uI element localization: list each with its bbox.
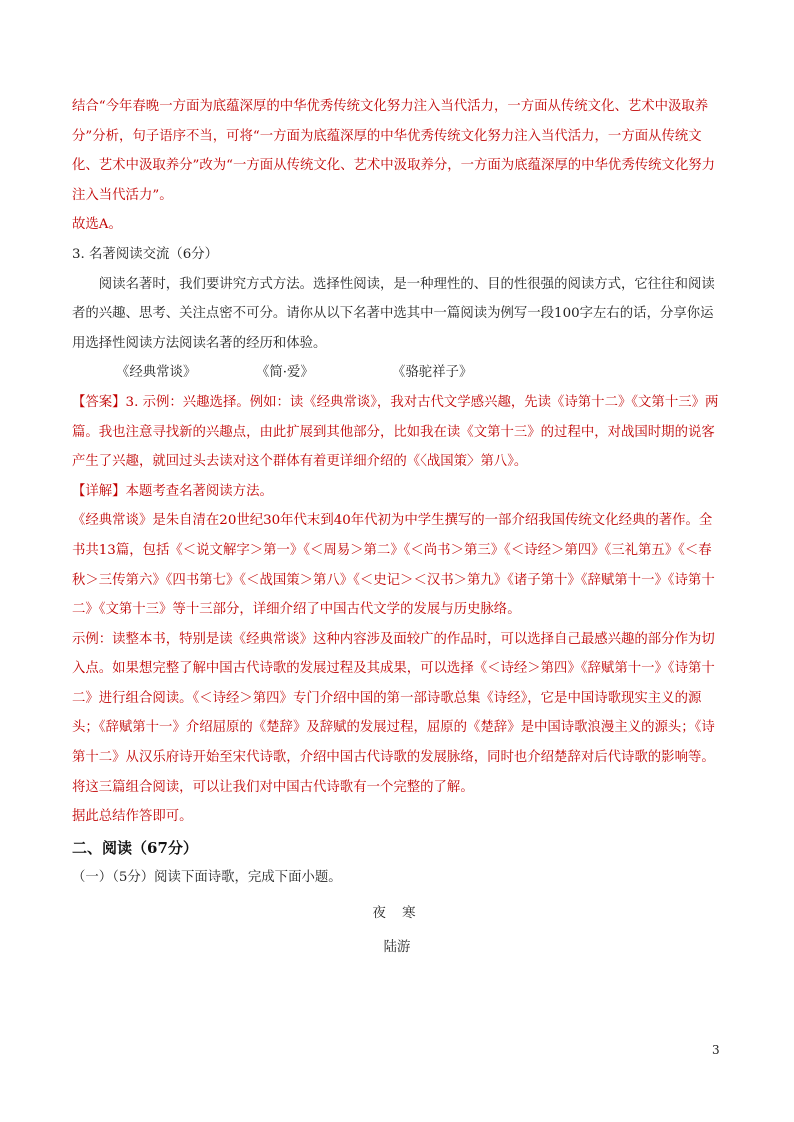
section-2-title: 二、阅读（67分） [72,838,198,857]
example-paragraph: 示例：读整本书，特别是读《经典常谈》这种内容涉及面较广的作品时，可以选择自己最感兴趣的部分作为切入点。如果想完整了解中国古代诗歌的发展过程及其成果，可以选择《＜诗经＞第四》《辞赋第十一》《诗第十二》进行组合阅读。《＜诗经＞第四》专门介绍中国的第一部诗歌总集《诗经》，它是中国诗歌现实主义的源头；《辞赋第十一》介绍屈原的《楚辞》及辞赋的发展过程，屈原的《楚辞》是中国诗歌浪漫主义的源头；《诗第十二》从汉乐府诗开始至宋代诗歌，介绍中国古代诗歌的发展脉络，同时也介绍楚辞对后代诗歌的影响等。将这三篇组合阅读，可以让我们对中国古代诗歌有一个完整的了解。 [72,631,715,795]
question-3-body: 阅读名著时，我们要讲究方式方法。选择性阅读，是一种理性的、目的性很强的阅读方式，它往往和阅读者的兴趣、思考、关注点密不可分。请你从以下名著中选其中一篇阅读为例写一段100字左右的话，分享你运用选择性阅读方法阅读名著的经历和体验。 [72,276,715,351]
book-intro-paragraph: 《经典常谈》是朱自清在20世纪30年代末到40年代初为中学生撰写的一部介绍我国传统文化经典的著作。全书共13篇，包括《＜说文解字＞第一》《＜周易＞第二》《＜尚书＞第三》《＜诗经＞第四》《三礼第五》《＜春秋＞三传第六》《四书第七》《＜战国策＞第八》《＜史记＞＜汉书＞第九》《诸子第十》《辞赋第十一》《诗第十二》《文第十三》等十三部分，详细介绍了中国古代文学的发展与历史脉络。 [72,513,715,618]
choice-conclusion: 故选A。 [72,217,122,233]
question-3-title: 3. 名著阅读交流（6分） [72,246,219,262]
book-1: 《经典常谈》 [116,365,197,381]
book-list [72,358,722,388]
book-2: 《简·爱》 [256,365,314,381]
analysis-paragraph: 结合“今年春晚一方面为底蕴深厚的中华优秀传统文化努力注入当代活力，一方面从传统文化、艺术中汲取养分”分析，句子语序不当，可将“一方面为底蕴深厚的中华优秀传统文化努力注入当代活力，一方面从传统文化、艺术中汲取养分”改为“一方面从传统文化、艺术中汲取养分，一方面为底蕴深厚的中华优秀传统文化努力注入当代活力”。 [72,99,716,203]
conclusion-paragraph: 据此总结作答即可。 [72,809,193,825]
poem-title: 夜 寒 [372,906,422,922]
detail-heading: 【详解】本题考查名著阅读方法。 [72,483,273,499]
page-content [72,92,722,962]
subsection-1-instruction: （一）（5分）阅读下面诗歌，完成下面小题。 [72,870,342,886]
book-3: 《骆驼祥子》 [392,365,473,381]
answer-paragraph: 【答案】3. 示例：兴趣选择。例如：读《经典常谈》，我对古代文学感兴趣，先读《诗第十二》《文第十三》两篇。我也注意寻找新的兴趣点，由此扩展到其他部分，比如我在读《文第十三》的过程中，对战国时期的说客产生了兴趣，就回过头去读对这个群体有着更详细介绍的《〈战国策〉第八》。 [72,394,719,470]
poem-author: 陆游 [383,939,411,955]
page-number: 3 [712,1043,720,1057]
